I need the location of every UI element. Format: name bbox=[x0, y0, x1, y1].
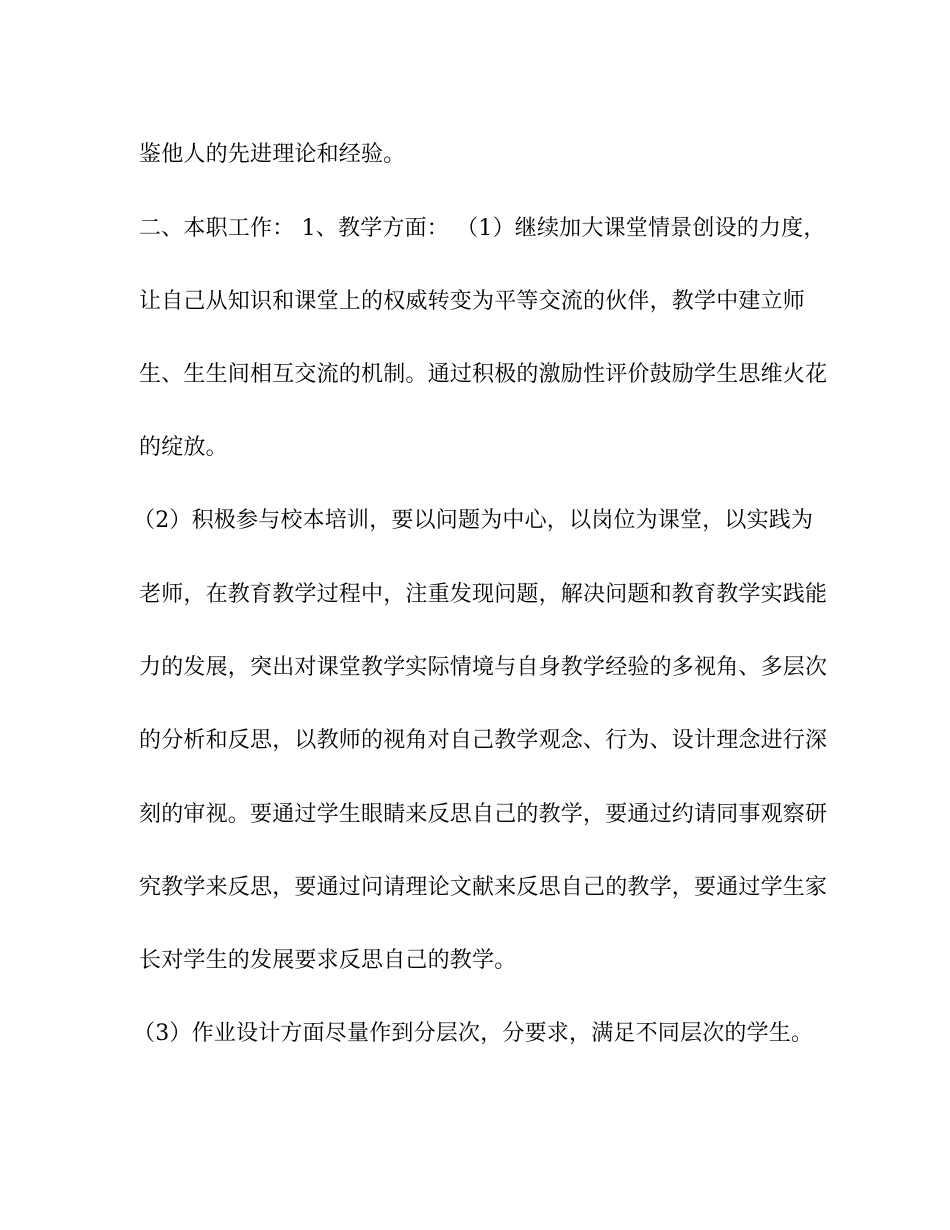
text-line: 力的发展，突出对课堂教学实际情境与自身教学经验的多视角、多层次 bbox=[139, 655, 828, 680]
text-line: 鉴他人的先进理论和经验。 bbox=[139, 142, 406, 167]
text-line: 刻的审视。要通过学生眼睛来反思自己的教学，要通过约请同事观察研 bbox=[139, 802, 828, 827]
text-line: 二、本职工作： 1、教学方面： （1）继续加大课堂情景创设的力度， bbox=[139, 216, 826, 241]
text-line: 的绽放。 bbox=[139, 435, 228, 460]
text-line: 生、生生间相互交流的机制。通过积极的激励性评价鼓励学生思维火花 bbox=[139, 362, 828, 387]
text-line: （2）积极参与校本培训，要以问题为中心，以岗位为课堂，以实践为 bbox=[133, 508, 814, 533]
text-line: 究教学来反思，要通过问请理论文献来反思自己的教学，要通过学生家 bbox=[139, 875, 828, 900]
text-line: （3）作业设计方面尽量作到分层次，分要求，满足不同层次的学生。 bbox=[133, 1021, 814, 1046]
text-line: 老师，在教育教学过程中，注重发现问题，解决问题和教育教学实践能 bbox=[139, 582, 828, 607]
text-line: 长对学生的发展要求反思自己的教学。 bbox=[139, 948, 517, 973]
text-line: 让自己从知识和课堂上的权威转变为平等交流的伙伴，教学中建立师 bbox=[139, 289, 806, 314]
text-line: 的分析和反思，以教师的视角对自己教学观念、行为、设计理念进行深 bbox=[139, 728, 828, 753]
